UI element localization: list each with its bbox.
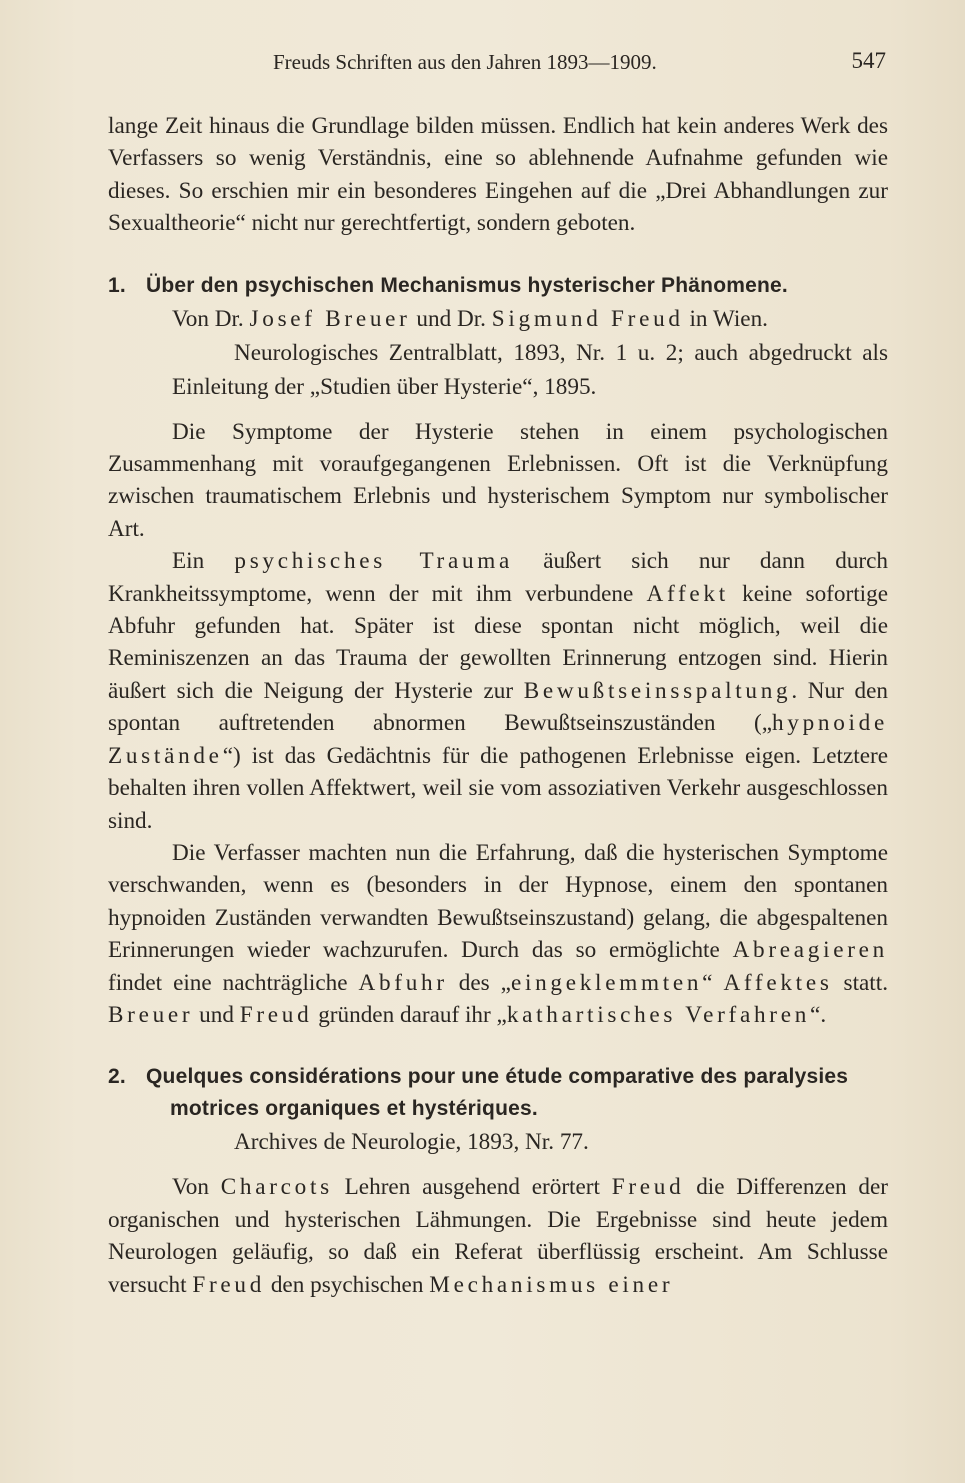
emphasis-text: Breuer <box>108 1001 194 1028</box>
emphasis-text: hypnoide Zustände <box>108 710 888 769</box>
text-run: “. <box>810 1001 827 1028</box>
section-1-paragraph-2 <box>108 545 888 837</box>
section-2-title-line-1: Quelques considérations pour une étude comparative des paralysies <box>146 1065 849 1089</box>
emphasis-text: psychisches Trauma <box>234 548 514 575</box>
text-run: gründen darauf ihr „ <box>312 1001 507 1028</box>
text-run: und <box>193 1001 240 1028</box>
section-1-heading <box>108 270 888 302</box>
section-2-number: 2. <box>108 1065 126 1089</box>
section-2-paragraph-1 <box>108 1171 888 1301</box>
authors-text: Von Dr. <box>172 305 250 332</box>
text-run: findet eine nachträgliche <box>108 969 359 996</box>
running-header <box>108 44 890 78</box>
text-run: statt. <box>832 969 888 996</box>
authors-text: und Dr. <box>410 305 492 332</box>
text-run: “) ist das Gedächtnis für die pathogenen Erlebnisse eigen. Letztere behalten ihren vollen Affektwert, weil sie vom assoziativen Verkehr ausgeschlossen sind. <box>108 742 888 834</box>
intro-paragraph: lange Zeit hinaus die Grundlage bilden müssen. Endlich hat kein anderes Werk des Verfassers so wenig Verständnis, eine so ablehnende Aufnahme gefunden wie dieses. So erschien mir ein besonderes Eingehen auf die „Drei Abhandlungen zur Sexualtheorie“ nicht nur gerechtfertigt, sondern geboten. <box>108 113 888 237</box>
section-1-paragraph-1: Die Symptome der Hysterie stehen in einem psychologischen Zusammenhang mit voraufgegangenen Erlebnissen. Oft ist die Verknüpfung zwischen traumatischem Erlebnis und hysterischem Symptom nur symbolischer Art. <box>108 418 888 542</box>
section-2-title-line-2: motrices organiques et hystériques. <box>170 1097 538 1121</box>
text-run: Ein <box>172 548 235 575</box>
authors-text: in Wien. <box>683 305 768 332</box>
emphasis-text: Freud <box>239 1001 313 1028</box>
text-run: Lehren ausgehend erörtert <box>332 1174 612 1201</box>
text-run: des „ <box>447 969 511 996</box>
text-run: äußert sich nur dann durch Krankheitssymptome, wenn der mit ihm verbundene <box>108 548 888 607</box>
emphasis-text: kathartisches Verfahren <box>506 1001 811 1028</box>
text-run: Die Verfasser machten nun die Erfahrung, daß die hysterischen Symptome verschwanden, wenn es (besonders in der Hypnose, einem den spontanen hypnoiden Zuständen verwandten Bewußtseinszustand) gelang, die abgespaltenen Erinnerungen wieder wachzurufen. Durch das so ermöglichte <box>108 839 888 964</box>
running-title: Freuds Schriften aus den Jahren 1893—1909. <box>273 50 657 74</box>
emphasis-text: Freud <box>192 1271 266 1298</box>
page-number: 547 <box>851 48 886 73</box>
emphasis-text: Freud <box>611 1174 685 1201</box>
author-freud: Sigmund Freud <box>491 305 684 332</box>
section-1-paragraph-3 <box>108 837 888 1031</box>
text-run: die Differenzen der organischen und hysterischen Lähmungen. Die Ergebnisse sind heute jedem Neurologen geläufig, so daß ein Referat überflüssig erscheint. Am Schlusse versucht <box>108 1174 888 1298</box>
emphasis-text: Affektes <box>723 969 833 996</box>
text-run: einer <box>598 1271 674 1298</box>
section-1-authors <box>108 302 888 336</box>
text-run: . Nur den spontan auftretenden abnormen Bewußtseinszuständen („ <box>108 677 888 737</box>
text-run: Von <box>172 1174 221 1201</box>
page-body <box>108 110 888 1301</box>
emphasis-text: Mechanismus <box>429 1271 599 1298</box>
section-2-source: Archives de Neurologie, 1893, Nr. 77. <box>234 1129 589 1156</box>
author-breuer: Josef Breuer <box>249 305 411 332</box>
text-run: “ <box>702 969 724 996</box>
section-1-title: Über den psychischen Mechanismus hysterischer Phänomene. <box>146 273 788 297</box>
section-1-number: 1. <box>108 273 126 297</box>
emphasis-text: Abreagieren <box>732 937 888 964</box>
emphasis-text: Abfuhr <box>358 969 448 996</box>
emphasis-text: Affekt <box>646 580 729 607</box>
section-1-source: Neurologisches Zentralblatt, 1893, Nr. 1 u. 2; auch abgedruckt als Einleitung der „Studien über Hysterie“, 1895. <box>172 339 888 400</box>
text-run: den psychischen <box>265 1271 430 1298</box>
emphasis-text: Bewußtseinsspaltung <box>523 677 792 704</box>
emphasis-text: Charcots <box>220 1174 333 1201</box>
emphasis-text: eingeklemmten <box>510 969 703 996</box>
section-2-heading <box>108 1061 888 1093</box>
text-run: keine sofortige Abfuhr gefunden hat. Später ist diese spontan nicht möglich, weil die Reminiszenzen an das Trauma der gewollten Erinnerung entzogen sind. Hierin äußert sich die Neigung der Hysterie zur <box>108 580 888 704</box>
